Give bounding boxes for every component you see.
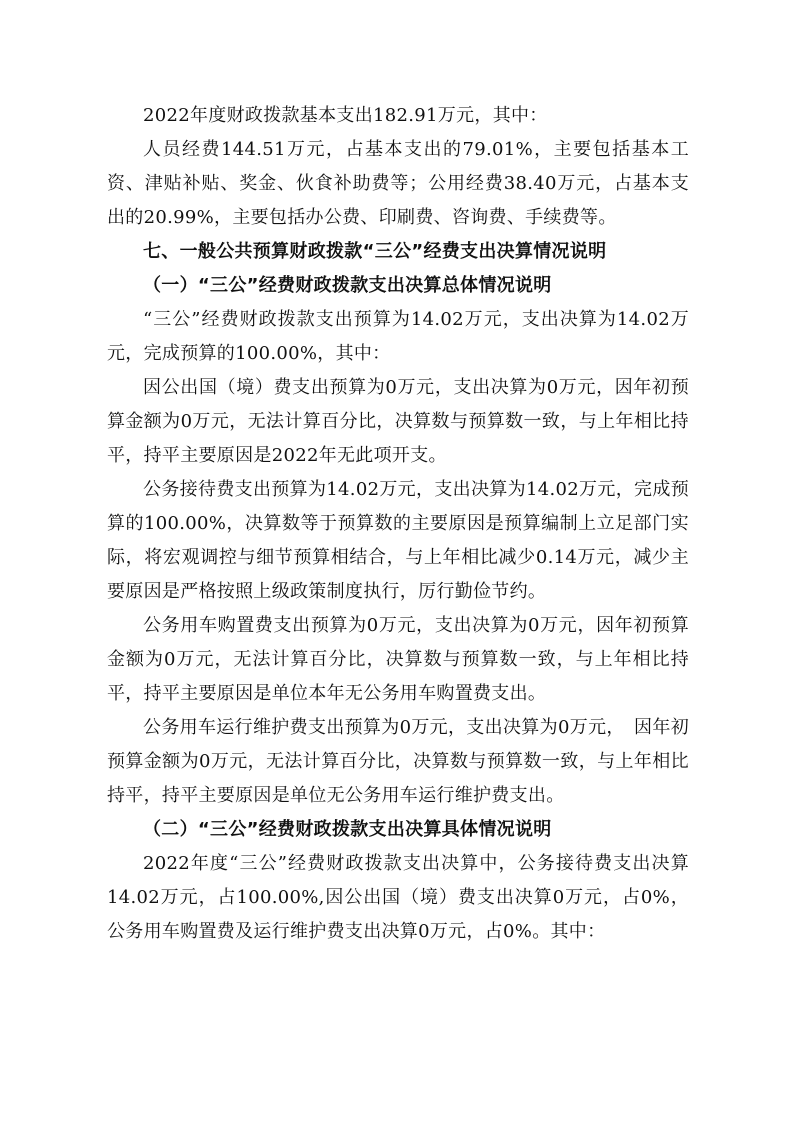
paragraph-overseas-travel: 因公出国（境）费支出预算为0万元，支出决算为0万元，因年初预算金额为0万元，无法计算百分比，决算数与预算数一致，与上年相比持平，持平主要原因是2022年无此项开支。 <box>107 377 689 466</box>
paragraph-three-public-details: 2022年度“三公”经费财政拨款支出决算中，公务接待费支出决算14.02万元，占100.00%,因公出国（境）费支出决算0万元，占0%，公务用车购置费及运行维护费支出决算0万元，占0%。其中： <box>107 853 689 942</box>
section-heading-seven: 七、一般公共预算财政拨款“三公”经费支出决算情况说明 <box>143 241 607 262</box>
paragraph-vehicle-maintenance: 公务用车运行维护费支出预算为0万元，支出决算为0万元， 因年初预算金额为0万元，无法计算百分比，决算数与预算数一致，与上年相比持平，持平主要原因是单位无公务用车运行维护费支出。 <box>107 717 689 806</box>
paragraph-personnel-public-funds: 人员经费144.51万元，占基本支出的79.01%，主要包括基本工资、津贴补贴、奖金、伙食补助费等；公用经费38.40万元，占基本支出的20.99%，主要包括办公费、印刷费、咨询费、手续费等。 <box>107 139 689 228</box>
paragraph-official-reception: 公务接待费支出预算为14.02万元，支出决算为14.02万元，完成预算的100.00%，决算数等于预算数的主要原因是预算编制上立足部门实际，将宏观调控与细节预算相结合，与上年相比减少0.14万元，减少主要原因是严格按照上级政策制度执行，厉行勤俭节约。 <box>107 479 689 602</box>
subsection-heading-one: （一）“三公”经费财政拨款支出决算总体情况说明 <box>143 275 552 296</box>
paragraph-basic-expenditure: 2022年度财政拨款基本支出182.91万元，其中： <box>143 105 548 126</box>
subsection-heading-two: （二）“三公”经费财政拨款支出决算具体情况说明 <box>143 819 552 840</box>
paragraph-vehicle-purchase: 公务用车购置费支出预算为0万元，支出决算为0万元，因年初预算金额为0万元，无法计算百分比，决算数与预算数一致，与上年相比持平，持平主要原因是单位本年无公务用车购置费支出。 <box>107 615 689 704</box>
document-body <box>107 99 689 949</box>
paragraph-three-public-overview: “三公”经费财政拨款支出预算为14.02万元，支出决算为14.02万元，完成预算的100.00%，其中： <box>107 309 689 364</box>
